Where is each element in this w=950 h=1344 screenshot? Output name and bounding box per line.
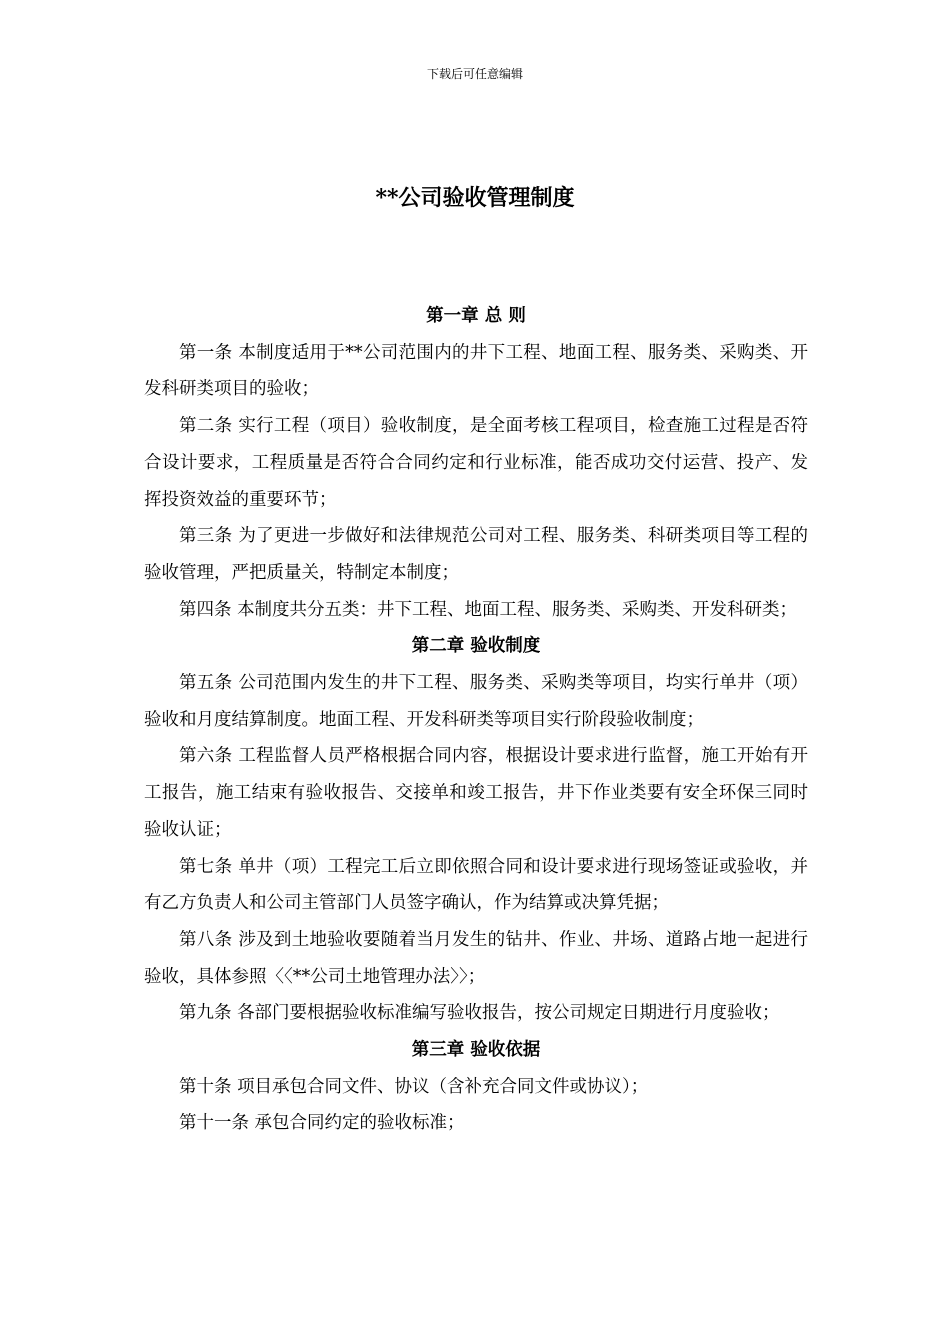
article-paragraph: 第十一条 承包合同约定的验收标准； <box>179 1113 465 1134</box>
article-paragraph: 第一条 本制度适用于**公司范围内的井下工程、地面工程、服务类、采购类、开发科研类项目的验收； <box>144 342 808 400</box>
article-paragraph: 第四条 本制度共分五类：井下工程、地面工程、服务类、采购类、开发科研类； <box>179 599 798 620</box>
article-paragraph: 第七条 单井（项）工程完工后立即依照合同和设计要求进行现场签证或验收，并有乙方负责人和公司主管部门人员签字确认，作为结算或决算凭据； <box>144 856 808 914</box>
article-paragraph: 第八条 涉及到土地验收要随着当月发生的钻井、作业、井场、道路占地一起进行验收，具体参照〈〈**公司土地管理办法〉〉； <box>144 929 808 987</box>
article-paragraph: 第十条 项目承包合同文件、协议（含补充合同文件或协议）； <box>179 1076 649 1097</box>
chapter-heading: 第三章 验收依据 <box>411 1040 541 1061</box>
article-paragraph: 第九条 各部门要根据验收标准编写验收报告，按公司规定日期进行月度验收； <box>179 1003 780 1024</box>
document-body <box>144 298 808 1142</box>
chapter-heading: 第二章 验收制度 <box>411 636 541 657</box>
article-paragraph: 第六条 工程监督人员严格根据合同内容，根据设计要求进行监督，施工开始有开工报告，施工结束有验收报告、交接单和竣工报告，井下作业类要有安全环保三同时验收认证； <box>144 746 808 840</box>
document-title: **公司验收管理制度 <box>375 185 575 211</box>
article-paragraph: 第二条 实行工程（项目）验收制度，是全面考核工程项目，检查施工过程是否符合设计要求，工程质量是否符合合同约定和行业标准，能否成功交付运营、投产、发挥投资效益的重要环节； <box>144 416 808 510</box>
chapter-heading: 第一章 总 则 <box>426 306 526 326</box>
article-paragraph: 第五条 公司范围内发生的井下工程、服务类、采购类等项目，均实行单井（项）验收和月度结算制度。地面工程、开发科研类等项目实行阶段验收制度； <box>144 673 808 730</box>
header-note: 下载后可任意编辑 <box>426 67 523 81</box>
article-paragraph: 第三条 为了更进一步做好和法律规范公司对工程、服务类、科研类项目等工程的验收管理，严把质量关，特制定本制度； <box>144 526 808 583</box>
